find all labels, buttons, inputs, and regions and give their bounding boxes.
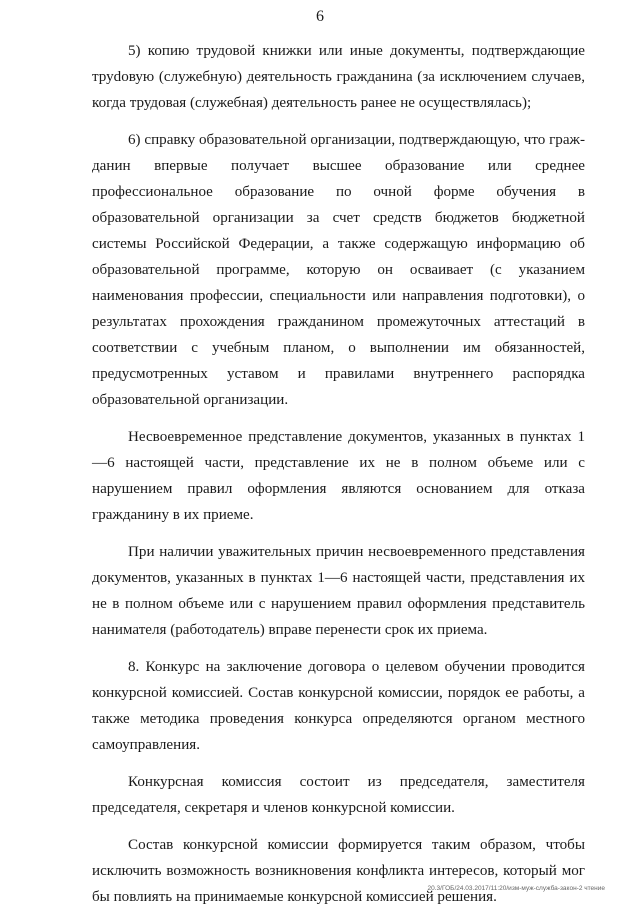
document-body [92, 38, 585, 910]
paragraph-commission-formation: Состав конкурсной комиссии формируется таким образом, чтобы исключить возможность возникновения конфликта интересов, который мог бы повлиять на принимаемые конкурсной комиссией решения. [92, 837, 585, 905]
footer-reference: 20.3/ГОБ/24.03.2017/11:20/изм-муж-служба-закон-2 чтение [427, 885, 605, 892]
page-number: 6 [316, 8, 324, 25]
paragraph-section-8: 8. Конкурс на заключение договора о целевом обучении проводится конкурсной комиссией. Состав конкурсной комиссии, порядок ее работы, а также методика проведения конкурса определяются органом местного самоуправления. [92, 659, 585, 753]
paragraph-valid-reasons: При наличии уважительных причин несвоевременного представления документов, указанных в пунктах 1—6 настоящей части, представления их не в полном объеме или с нарушением правил оформления представитель нанимателя (работодатель) вправе перенести срок их приема. [92, 544, 585, 638]
paragraph-late-submission: Несвоевременное представление документов, указанных в пунктах 1—6 настоящей части, представление их не в полном объеме или с нарушением правил оформления являются основанием для отказа гражданину в их приеме. [92, 429, 585, 523]
paragraph-item-6: 6) справку образовательной организации, подтверждающую, что гражданин впервые получает высшее образование или среднее профессиональное образование по очной форме обучения в образовательной организации за счет средств бюджетов бюджетной системы Российской Федерации, а также содержащую информацию об образовательной программе, которую он осваивает (с указанием наименования профессии, специальности или направления подготовки), о результатах прохождения гражданином промежуточных аттестаций в соответствии с учебным планом, о выполнении им обязанностей, предусмотренных уставом и правилами внутреннего распорядка образовательной организации. [92, 132, 585, 408]
paragraph-item-5: 5) копию трудовой книжки или иные документы, подтверждающие труdовую (служебную) деятельность гражданина (за исключением случаев, когда трудовая (служебная) деятельность ранее не осуществлялась); [92, 43, 585, 111]
paragraph-commission-composition: Конкурсная комиссия состоит из председателя, заместителя председателя, секретаря и членов конкурсной комиссии. [92, 774, 585, 816]
